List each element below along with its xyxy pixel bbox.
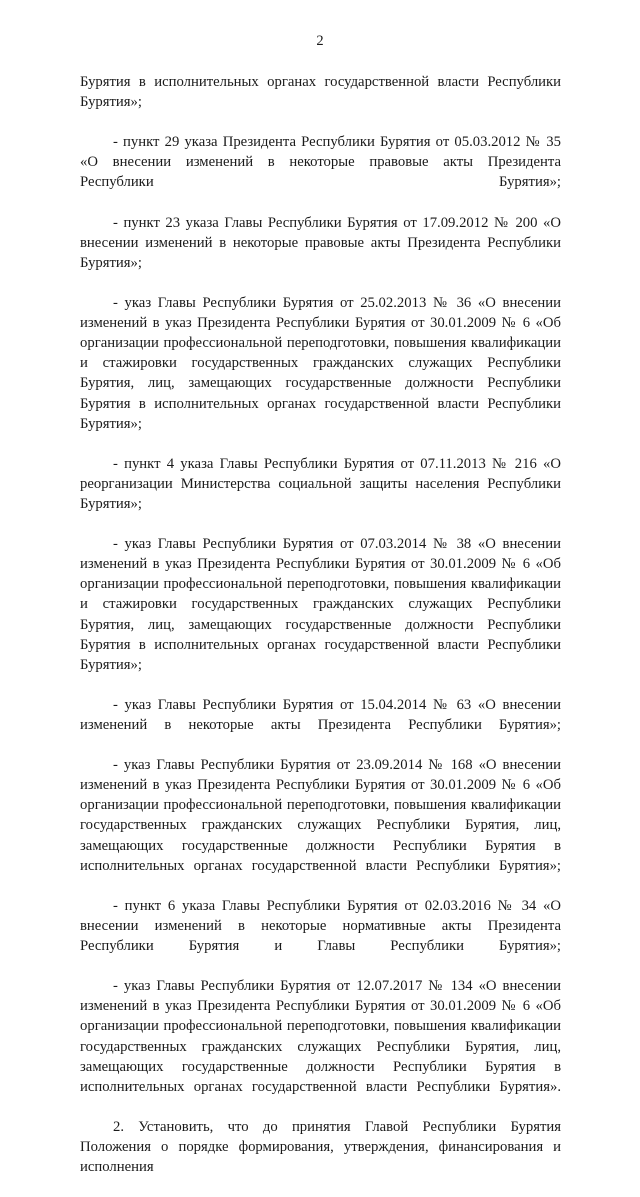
page-number: 2 xyxy=(316,33,324,49)
paragraph: - указ Главы Республики Бурятия от 23.09.2014 № 168 «О внесении изменений в указ Президента Республики Бурятия от 30.01.2009 № 6 «Об организации профессиональной переподготовки, повышения квалификации государственных гражданских служащих Республики Бурятия, лиц, замещающих государственные должности Республики Бурятия в исполнительных органах государственной власти Республики Бурятия»; xyxy=(80,757,561,874)
paragraph: - указ Главы Республики Бурятия от 15.04.2014 № 63 «О внесении изменений в некоторые акты Президента Республики Бурятия»; xyxy=(80,696,561,733)
paragraph: - пункт 29 указа Президента Республики Бурятия от 05.03.2012 № 35 «О внесении изменений в некоторые правовые акты Президента Республики Бурятия»; xyxy=(80,134,561,191)
paragraph: - пункт 23 указа Главы Республики Бурятия от 17.09.2012 № 200 «О внесении изменений в некоторые правовые акты Президента Республики Бурятия»; xyxy=(80,214,561,271)
paragraph: - указ Главы Республики Бурятия от 25.02.2013 № 36 «О внесении изменений в указ Президента Республики Бурятия от 30.01.2009 № 6 «Об организации профессиональной переподготовки, повышения квалификации и стажировки государственных гражданских служащих Республики Бурятия, лиц, замещающих государственные должности Республики Бурятия в исполнительных органах государственной власти Республики Бурятия»; xyxy=(80,295,561,432)
paragraph: - пункт 6 указа Главы Республики Бурятия от 02.03.2016 № 34 «О внесении изменений в некоторые нормативные акты Президента Республики Бурятия и Главы Республики Бурятия»; xyxy=(80,897,561,955)
paragraph: - указ Главы Республики Бурятия от 07.03.2014 № 38 «О внесении изменений в указ Президента Республики Бурятия от 30.01.2009 № 6 «Об организации профессиональной переподготовки, повышения квалификации и стажировки государственных гражданских служащих Республики Бурятия, лиц, замещающих государственные должности Республики Бурятия в исполнительных органах государственной власти Республики Бурятия»; xyxy=(80,536,561,673)
document-body xyxy=(80,72,561,1197)
paragraph: - пункт 4 указа Главы Республики Бурятия от 07.11.2013 № 216 «О реорганизации Министерства социальной защиты населения Республики Бурятия»; xyxy=(80,455,561,512)
paragraph: 2. Установить, что до принятия Главой Республики Бурятия Положения о порядке формирования, утверждения, финансирования и исполнения xyxy=(80,1118,561,1176)
paragraph: Бурятия в исполнительных органах государственной власти Республики Бурятия»; xyxy=(80,74,561,111)
paragraph: - указ Главы Республики Бурятия от 12.07.2017 № 134 «О внесении изменений в указ Президента Республики Бурятия от 30.01.2009 № 6 «Об организации профессиональной переподготовки, повышения квалификации государственных гражданских служащих Республики Бурятия, лиц, замещающих государственные должности Республики Бурятия в исполнительных органах государственной власти Республики Бурятия». xyxy=(80,978,561,1095)
